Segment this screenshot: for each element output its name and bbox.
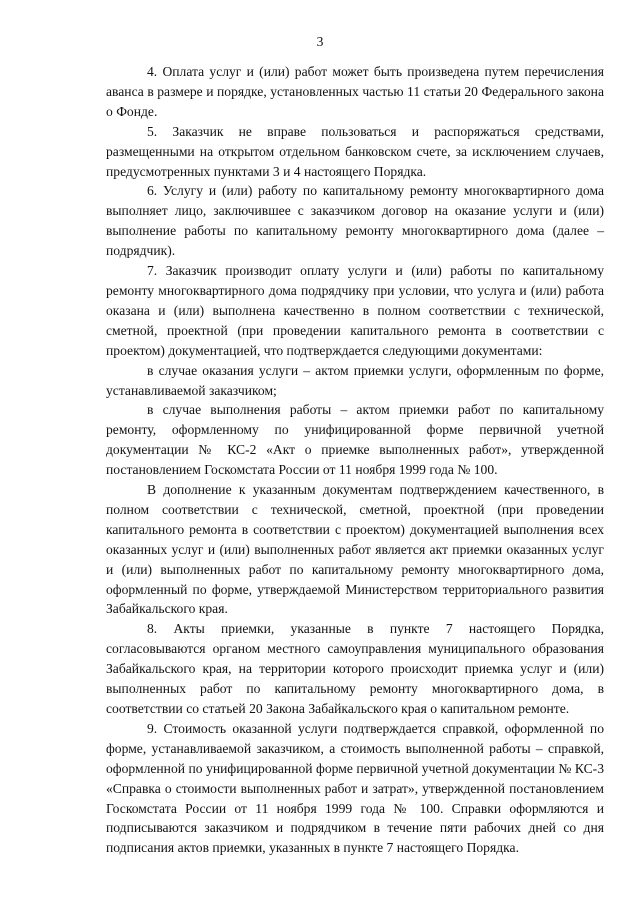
paragraph-7-additional: В дополнение к указанным документам подтверждением качественного, в полном соответствии с технической, сметной, проектной (при проведении капитального ремонта в соответствии с проектом) документацией выполнения всех оказанных услуг и (или) выполненных работ является акт приемки оказанных услуг и (или) выполненных работ по капитальному ремонту многоквартирного дома, оформленный по форме, утверждаемой Министерством территориального развития Забайкальского края. (106, 482, 604, 617)
paragraph-7-service-act: в случае оказания услуги – актом приемки услуги, оформленным по форме, устанавливаемой заказчиком; (106, 362, 604, 398)
paragraph-4: 4. Оплата услуг и (или) работ может быть произведена путем перечисления аванса в размере и порядке, установленных частью 11 статьи 20 Федерального закона о Фонде. (106, 64, 604, 119)
paragraph-9: 9. Стоимость оказанной услуги подтверждается справкой, оформленной по форме, устанавливаемой заказчиком, а стоимость выполненной работы – справкой, оформленной по унифицированной форме первичной учетной документации № КС-3 «Справка о стоимости выполненных работ и затрат», утвержденной постановлением Госкомстата России от 11 ноября 1999 года № 100. Справки оформляются и подписываются заказчиком и подрядчиком в течение пяти рабочих дней со дня подписания актов приемки, указанных в пункте 7 настоящего Порядка. (106, 720, 604, 856)
page-number: 3 (316, 34, 324, 49)
paragraph-6: 6. Услугу и (или) работу по капитальному ремонту многоквартирного дома выполняет лицо, заключившее с заказчиком договор на оказание услуги и (или) выполнение работы по капитальному ремонту многоквартирного дома (далее – подрядчик). (106, 183, 604, 259)
paragraph-7: 7. Заказчик производит оплату услуги и (или) работы по капитальному ремонту многоквартирного дома подрядчику при условии, что услуга и (или) работа оказана и (или) выполнена качественно в полном соответствии с технической, сметной, проектной (при проведении капитального ремонта в соответствии с проектом) документацией, что подтверждается следующими документами: (106, 263, 604, 358)
paragraph-7-work-act: в случае выполнения работы – актом приемки работ по капитальному ремонту, оформленному по унифицированной форме первичной учетной документации № КС-2 «Акт о приемке выполненных работ», утвержденной постановлением Госкомстата России от 11 ноября 1999 года № 100. (106, 402, 604, 478)
paragraph-5: 5. Заказчик не вправе пользоваться и распоряжаться средствами, размещенными на открытом отдельном банковском счете, за исключением случаев, предусмотренных пунктами 3 и 4 настоящего Порядка. (106, 123, 604, 179)
document-body (106, 62, 604, 858)
paragraph-8: 8. Акты приемки, указанные в пункте 7 настоящего Порядка, согласовываются органом местного самоуправления муниципального образования Забайкальского края, на территории которого происходит приемка услуг и (или) выполненных работ по капитальному ремонту многоквартирного дома, в соответствии со статьей 20 Закона Забайкальского края о капитальном ремонте. (106, 621, 604, 716)
